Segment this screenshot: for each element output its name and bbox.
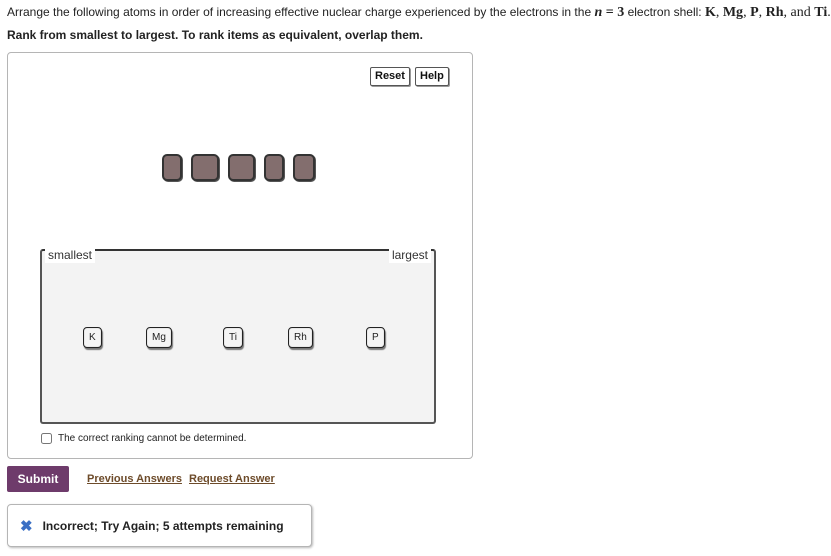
element-rh: Rh [765, 5, 784, 20]
element-ti: Ti [814, 5, 828, 20]
empty-slot [191, 154, 219, 181]
empty-slot [162, 154, 182, 181]
question-text: Arrange the following atoms in order of increasing effective nuclear charge experienced by the electrons in the n = 3 electron shell: K, Mg, P, Rh, and Ti. [7, 5, 831, 20]
n-variable: n [594, 5, 603, 20]
cannot-determine-checkbox[interactable] [41, 433, 52, 444]
tile-p[interactable]: P [366, 327, 385, 348]
help-button[interactable]: Help [415, 67, 449, 86]
tile-ti[interactable]: Ti [223, 327, 243, 348]
previous-answers-link[interactable]: Previous Answers [87, 473, 182, 485]
tile-k[interactable]: K [83, 327, 102, 348]
smallest-label: smallest [45, 247, 95, 263]
empty-slots [162, 154, 322, 182]
empty-slot [293, 154, 315, 181]
empty-slot [264, 154, 284, 181]
feedback-box [7, 504, 312, 547]
ranking-panel [7, 52, 473, 459]
submit-button[interactable]: Submit [7, 466, 69, 492]
element-p: P [750, 5, 759, 20]
empty-slot [228, 154, 255, 181]
cannot-determine-option[interactable] [41, 433, 246, 444]
n-value: = 3 [602, 5, 625, 20]
question-middle: electron shell: [624, 5, 705, 19]
question-prefix: Arrange the following atoms in order of increasing effective nuclear charge experienced by the electrons in the [7, 5, 595, 19]
instruction: Rank from smallest to largest. To rank items as equivalent, overlap them. [7, 28, 423, 42]
ranking-drop-area[interactable] [40, 249, 436, 424]
element-k: K [704, 5, 716, 20]
x-icon: ✖ [20, 517, 33, 535]
cannot-determine-label: The correct ranking cannot be determined. [58, 433, 247, 444]
tile-rh[interactable]: Rh [288, 327, 313, 348]
tile-mg[interactable]: Mg [146, 327, 172, 348]
element-mg: Mg [722, 5, 744, 20]
largest-label: largest [389, 247, 431, 263]
feedback-text: Incorrect; Try Again; 5 attempts remaining [42, 518, 284, 533]
reset-button[interactable]: Reset [370, 67, 410, 86]
request-answer-link[interactable]: Request Answer [189, 473, 275, 485]
